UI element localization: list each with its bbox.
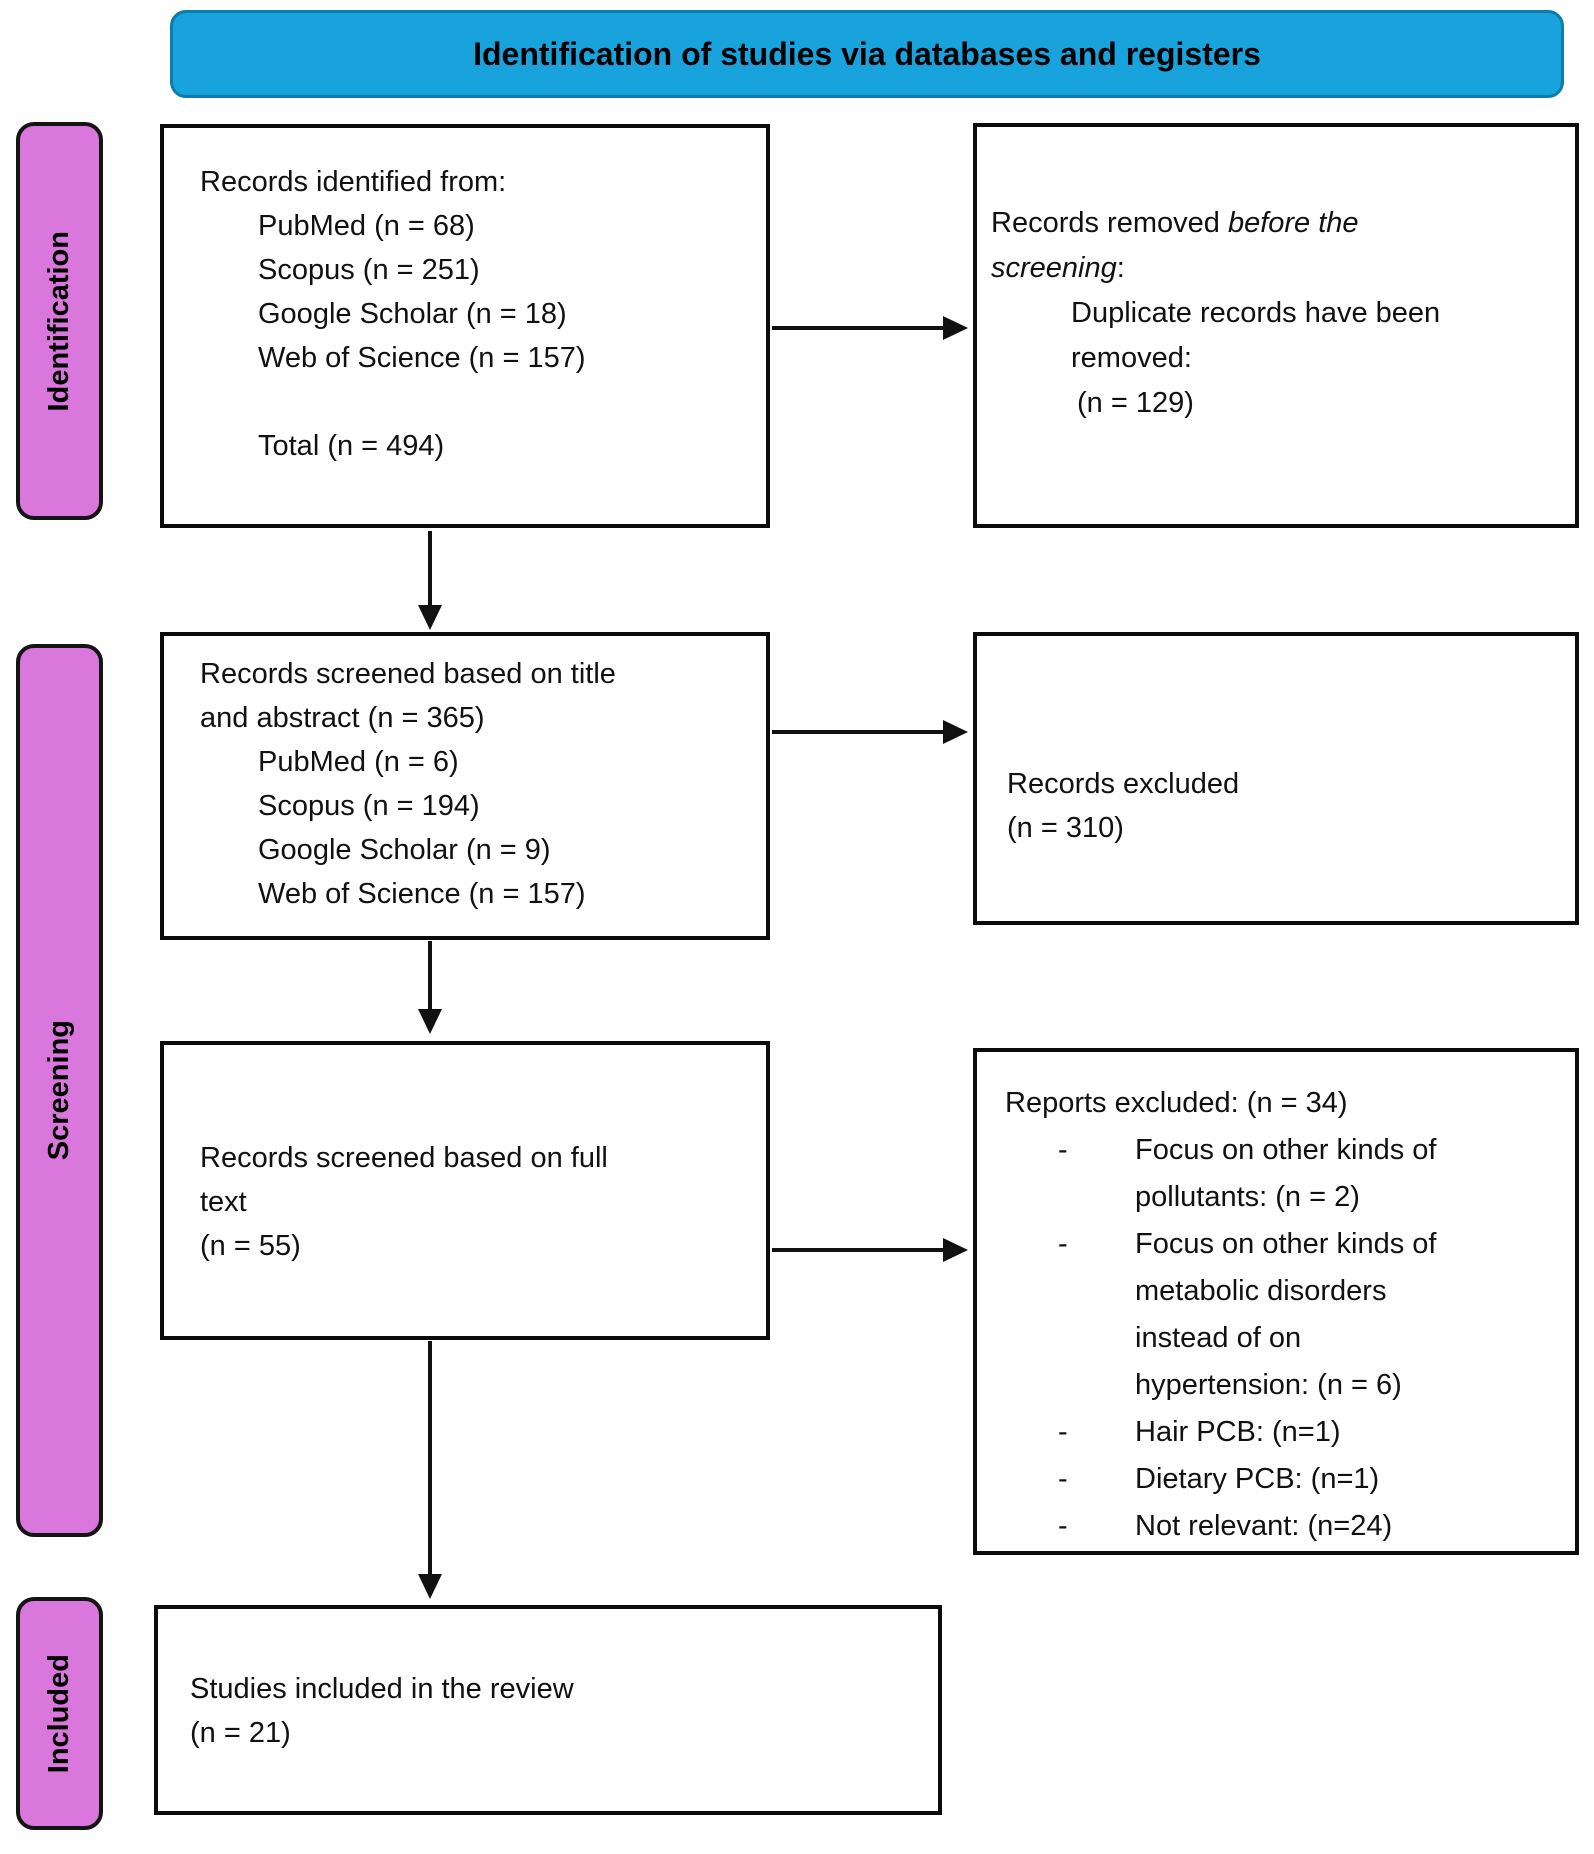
arrow-identified-to-screened-head [418,605,442,630]
records-removed-count: (n = 129) [1077,387,1194,419]
title-abstract-google-scholar: Google Scholar (n = 9) [258,834,551,866]
title-abstract-scopus: Scopus (n = 194) [258,790,480,822]
arrow-screened-to-excluded-head [943,720,968,744]
reports-excluded-item-hair-pcb [1005,1409,1565,1456]
box-studies-included [154,1605,942,1815]
metabolic-line3: instead of on [1135,1322,1302,1354]
box-records-screened-full-text [160,1041,770,1340]
records-identified-scopus: Scopus (n = 251) [258,254,480,286]
banner-title: Identification of studies via databases and registers [473,35,1261,72]
records-removed-duplicates-line1: Duplicate records have been [1071,297,1441,329]
records-identified-total: Total (n = 494) [258,430,445,462]
full-text-count: (n = 55) [200,1230,301,1262]
records-identified-google-scholar: Google Scholar (n = 18) [258,298,567,330]
arrow-identified-to-removed-shaft [772,326,944,330]
records-removed-line2-italic: screening [991,252,1117,284]
box-reports-excluded [973,1048,1579,1555]
full-text-line2: text [200,1186,247,1218]
metabolic-line1: Focus on other kinds of [1135,1228,1437,1260]
tab-identification-label: Identification [43,230,75,412]
bullet-dash: - [1058,1463,1068,1495]
box-records-screened-title-abstract [160,632,770,940]
reports-excluded-item-dietary-pcb-text [1135,1456,1565,1503]
hair-pcb-line: Hair PCB: (n=1) [1135,1416,1341,1448]
box-records-identified [160,124,770,528]
phase-banner [170,10,1564,98]
metabolic-line2: metabolic disorders [1135,1275,1387,1307]
pollutants-line1: Focus on other kinds of [1135,1134,1437,1166]
bullet-dash: - [1058,1510,1068,1542]
records-excluded-count: (n = 310) [1007,812,1124,844]
tab-screening [16,644,103,1537]
bullet-dash: - [1058,1228,1068,1260]
arrow-identified-to-screened-shaft [428,531,432,607]
arrow-identified-to-removed-head [943,316,968,340]
tab-included [16,1597,103,1830]
arrow-fulltext-to-reports-excluded-shaft [772,1248,944,1252]
reports-excluded-item-pollutants-text [1135,1127,1565,1221]
records-removed-line1-italic: before the [1227,207,1359,239]
dietary-pcb-line: Dietary PCB: (n=1) [1135,1463,1380,1495]
arrow-screened-to-excluded-shaft [772,730,944,734]
reports-excluded-item-metabolic-text [1135,1221,1565,1409]
records-removed-line2 [991,246,1561,291]
full-text-line1: Records screened based on full [200,1142,608,1174]
blank-line [200,380,756,424]
reports-excluded-item-dietary-pcb [1005,1456,1565,1503]
not-relevant-line: Not relevant: (n=24) [1135,1510,1393,1542]
studies-included-count: (n = 21) [190,1717,291,1749]
bullet-dash: - [1058,1134,1068,1166]
tab-included-label: Included [43,1653,75,1774]
box-records-removed [973,123,1579,528]
arrow-screened-to-fulltext-shaft [428,941,432,1011]
arrow-fulltext-to-included-head [418,1574,442,1599]
metabolic-line4: hypertension: (n = 6) [1135,1369,1402,1401]
records-removed-line1-normal: Records removed [991,207,1228,239]
records-removed-line2-colon: : [1116,252,1125,284]
reports-excluded-item-not-relevant [1005,1503,1565,1550]
records-identified-heading: Records identified from: [200,166,507,198]
reports-excluded-item-metabolic [1005,1221,1565,1409]
tab-screening-label: Screening [43,1020,75,1161]
studies-included-line1: Studies included in the review [190,1673,574,1705]
bullet-dash: - [1058,1416,1068,1448]
records-removed-line1 [991,201,1561,246]
reports-excluded-item-not-relevant-text [1135,1503,1565,1550]
arrow-screened-to-fulltext-head [418,1009,442,1034]
reports-excluded-title: Reports excluded: (n = 34) [1005,1087,1348,1119]
arrow-fulltext-to-included-shaft [428,1341,432,1576]
reports-excluded-item-pollutants [1005,1127,1565,1221]
box-records-excluded [973,632,1579,925]
records-identified-web-of-science: Web of Science (n = 157) [258,342,586,374]
title-abstract-pubmed: PubMed (n = 6) [258,746,459,778]
records-identified-pubmed: PubMed (n = 68) [258,210,475,242]
reports-excluded-item-hair-pcb-text [1135,1409,1565,1456]
title-abstract-line2: and abstract (n = 365) [200,702,485,734]
title-abstract-line1: Records screened based on title [200,658,616,690]
records-removed-duplicates-line2: removed: [1071,342,1192,374]
arrow-fulltext-to-reports-excluded-head [943,1238,968,1262]
pollutants-line2: pollutants: (n = 2) [1135,1181,1360,1213]
records-excluded-line1: Records excluded [1007,768,1240,800]
tab-identification [16,122,103,520]
title-abstract-web-of-science: Web of Science (n = 157) [258,878,586,910]
